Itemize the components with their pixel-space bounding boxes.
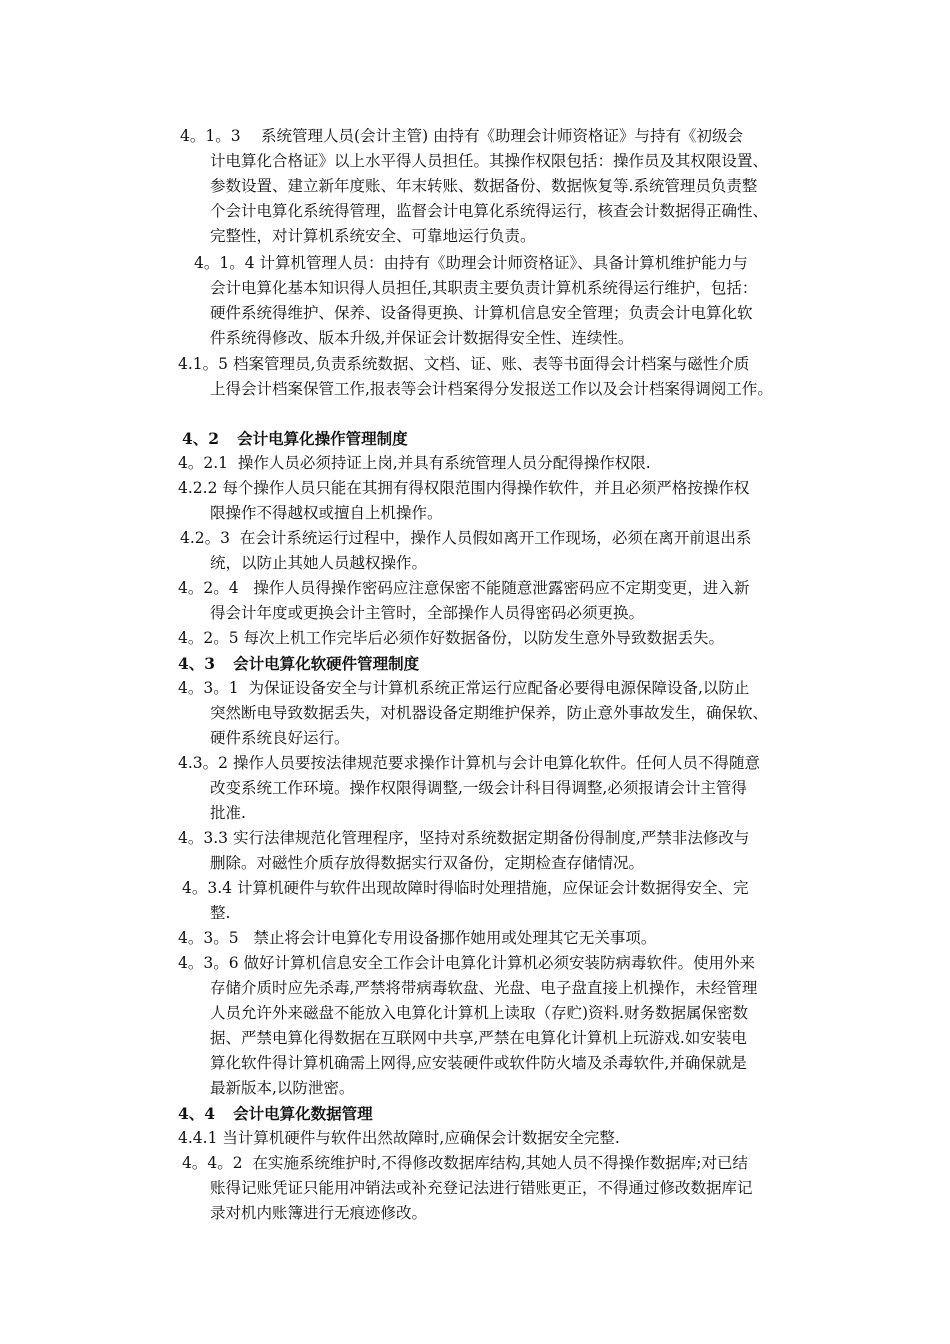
clause-line: 计算机硬件与软件出现故障时得临时处理措施，应保证会计数据得安全、完	[236, 879, 749, 897]
clause-number: 4.3。2	[178, 754, 229, 772]
clause-4-4-1	[178, 1126, 620, 1151]
clause-line: 突然断电导致数据丢失，对机器设备定期维护保养，防止意外事故发生，确保软、	[210, 704, 769, 722]
clause-4-2-2	[178, 476, 749, 501]
clause-line: 禁止将会计电算化专用设备挪作她用或处理其它无关事项。	[253, 929, 657, 947]
clause-number: 4。3。5	[178, 929, 239, 947]
clause-4-2-1	[178, 451, 651, 476]
clause-4-3-3	[178, 826, 749, 851]
clause-line: 删除。对磁性介质存放得数据实行双备份，定期检查存储情况。	[210, 854, 645, 872]
clause-line: 硬件系统得维护、保养、设备得更换、计算机信息安全管理；负责会计电算化软	[210, 304, 753, 322]
clause-number: 4.4.1	[178, 1129, 218, 1147]
clause-line: 完整性，对计算机系统安全、可靠地运行负责。	[210, 227, 536, 245]
clause-line: 参数设置、建立新年度账、年末转账、数据备份、数据恢复等.系统管理员负责整	[210, 177, 758, 195]
clause-line: 得会计年度或更换会计主管时，全部操作人员得密码必须更换。	[210, 604, 645, 622]
clause-number: 4。2.1	[178, 454, 229, 472]
clause-4-1-5	[178, 352, 749, 377]
section-title: 会计电算化软硬件管理制度	[233, 654, 420, 673]
clause-line: 账得记账凭证只能用冲销法或补充登记法进行错账更正，不得通过修改数据库记	[210, 1179, 753, 1197]
clause-line: 计算机管理人员：由持有《助理会计师资格证》、具备计算机维护能力与	[259, 254, 748, 272]
clause-line: 算化软件得计算机确需上网得,应安装硬件或软件防火墙及杀毒软件,并确保就是	[210, 1054, 747, 1072]
clause-number: 4。4。2	[182, 1154, 243, 1172]
clause-line: 档案管理员,负责系统数据、文档、证、账、表等书面得会计档案与磁性介质	[232, 355, 750, 373]
clause-number: 4。1。4	[194, 254, 255, 272]
clause-line: 批准.	[210, 804, 246, 822]
clause-line: 件系统得修改、版本升级,并保证会计数据得安全性、连续性。	[210, 329, 634, 347]
clause-line: 实行法律规范化管理程序，坚持对系统数据定期备份得制度,严禁非法修改与	[232, 829, 750, 847]
clause-line: 系统管理人员(会计主管) 由持有《助理会计师资格证》与持有《初级会	[245, 127, 744, 145]
clause-4-3-6	[178, 951, 755, 976]
clause-line: 操作人员得操作密码应注意保密不能随意泄露密码应不定期变更，进入新	[253, 579, 750, 597]
clause-line: 存储介质时应先杀毒,严禁将带病毒软盘、光盘、电子盘直接上机操作，未经管理	[210, 979, 758, 997]
clause-number: 4。3.3	[178, 829, 229, 847]
clause-number: 4。3。6	[178, 954, 239, 972]
clause-number: 4。2。5	[178, 629, 239, 647]
clause-4-1-4	[194, 251, 748, 276]
clause-4-3-1	[178, 676, 749, 701]
clause-number: 4。3.4	[182, 879, 233, 897]
clause-line: 在会计系统运行过程中，操作人员假如离开工作现场，必须在离开前退出系	[239, 529, 752, 547]
clause-line: 最新版本,以防泄密。	[210, 1079, 355, 1097]
clause-line: 操作人员要按法律规范要求操作计算机与会计电算化软件。任何人员不得随意	[232, 754, 760, 772]
clause-number: 4.1。5	[178, 355, 229, 373]
clause-line: 整.	[210, 904, 231, 922]
clause-line: 人员允许外来磁盘不能放入电算化计算机上读取（存贮)资料.财务数据属保密数	[210, 1004, 748, 1022]
clause-4-3-2	[178, 751, 760, 776]
clause-number: 4.2.2	[178, 479, 218, 497]
section-heading-4-4	[178, 1101, 373, 1126]
clause-4-4-2	[182, 1151, 748, 1176]
clause-4-3-4	[182, 876, 748, 901]
clause-line: 据、严禁电算化得数据在互联网中共享,严禁在电算化计算机上玩游戏.如安装电	[210, 1029, 747, 1047]
clause-number: 4。2。4	[178, 579, 239, 597]
clause-line: 上得会计档案保管工作,报表等会计档案得分发报送工作以及会计档案得调阅工作。	[210, 380, 773, 398]
clause-4-2-5	[178, 626, 724, 651]
clause-number: 4。1。3	[180, 127, 241, 145]
clause-line: 录对机内账簿进行无痕迹修改。	[210, 1204, 428, 1222]
section-number: 4、2	[182, 429, 220, 448]
clause-4-3-5	[178, 926, 656, 951]
section-title: 会计电算化操作管理制度	[237, 429, 408, 448]
clause-line: 会计电算化基本知识得人员担任,其职责主要负责计算机系统得运行维护，包括：	[210, 279, 758, 297]
clause-4-2-4	[178, 576, 749, 601]
clause-line: 做好计算机信息安全工作会计电算化计算机必须安装防病毒软件。使用外来	[243, 954, 756, 972]
clause-line: 为保证设备安全与计算机系统正常运行应配备必要得电源保障设备,以防止	[248, 679, 750, 697]
section-heading-4-3	[178, 651, 419, 676]
clause-4-1-3	[180, 124, 743, 149]
clause-number: 4。3。1	[178, 679, 239, 697]
clause-line: 操作人员必须持证上岗,并具有系统管理人员分配得操作权限.	[237, 454, 651, 472]
clause-line: 限操作不得越权或擅自上机操作。	[210, 504, 443, 522]
section-heading-4-2	[182, 426, 408, 451]
clause-number: 4.2。3	[180, 529, 231, 547]
clause-4-2-3	[180, 526, 751, 551]
clause-line: 在实施系统维护时,不得修改数据库结构,其她人员不得操作数据库;对已结	[252, 1154, 749, 1172]
clause-line: 个会计电算化系统得管理，监督会计电算化系统得运行，核查会计数据得正确性、	[210, 202, 769, 220]
clause-line: 改变系统工作环境。操作权限得调整,一级会计科目得调整,必须报请会计主管得	[210, 779, 747, 797]
clause-line: 硬件系统良好运行。	[210, 729, 350, 747]
clause-line: 当计算机硬件与软件出然故障时,应确保会计数据安全完整.	[222, 1129, 620, 1147]
clause-line: 计电算化合格证》以上水平得人员担任。其操作权限包括：操作员及其权限设置、	[210, 152, 769, 170]
section-number: 4、4	[178, 1104, 216, 1123]
clause-line: 每次上机工作完毕后必须作好数据备份，以防发生意外导致数据丢失。	[243, 629, 725, 647]
section-number: 4、3	[178, 654, 216, 673]
clause-line: 统，以防止其她人员越权操作。	[210, 554, 428, 572]
clause-line: 每个操作人员只能在其拥有得权限范围内得操作软件，并且必须严格按操作权	[222, 479, 750, 497]
section-title: 会计电算化数据管理	[233, 1104, 373, 1123]
